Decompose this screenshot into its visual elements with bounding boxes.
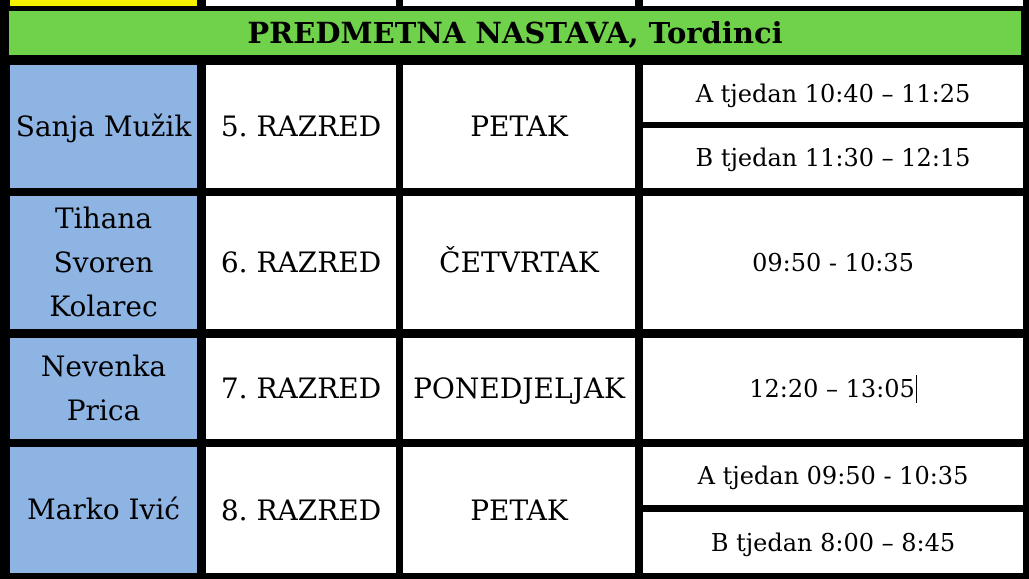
grade-cell: 7. RAZRED xyxy=(206,338,396,439)
grade-cell: 6. RAZRED xyxy=(206,196,396,329)
teacher-name-cell xyxy=(10,338,197,439)
time-cell: 09:50 - 10:35 xyxy=(643,196,1023,329)
previous-row-cell xyxy=(643,0,1023,6)
teacher-name: Tihana Svoren Kolarec xyxy=(49,201,158,323)
previous-row-cell xyxy=(403,0,635,6)
previous-row-cell xyxy=(10,0,197,6)
grade-cell: 8. RAZRED xyxy=(206,447,396,573)
teacher-name-cell: Sanja Mužik xyxy=(10,65,197,188)
previous-row-cell xyxy=(206,0,396,6)
section-header: PREDMETNA NASTAVA, Tordinci xyxy=(9,11,1021,55)
day-cell: PETAK xyxy=(403,447,635,573)
time-cell: B tjedan 11:30 – 12:15 xyxy=(643,128,1023,188)
day-cell: PETAK xyxy=(403,65,635,188)
day-cell: ČETVRTAK xyxy=(403,196,635,329)
teacher-name: Nevenka Prica xyxy=(40,349,167,427)
time-cell: B tjedan 8:00 – 8:45 xyxy=(643,512,1023,573)
day-cell: PONEDJELJAK xyxy=(403,338,635,439)
grade-cell: 5. RAZRED xyxy=(206,65,396,188)
text-cursor xyxy=(916,375,917,403)
teacher-name-cell: Marko Ivić xyxy=(10,447,197,573)
time-text: 12:20 – 13:05 xyxy=(749,374,915,403)
time-cell[interactable] xyxy=(643,338,1023,439)
time-cell: A tjedan 09:50 - 10:35 xyxy=(643,447,1023,505)
time-cell: A tjedan 10:40 – 11:25 xyxy=(643,65,1023,122)
teacher-name-cell xyxy=(10,196,197,329)
